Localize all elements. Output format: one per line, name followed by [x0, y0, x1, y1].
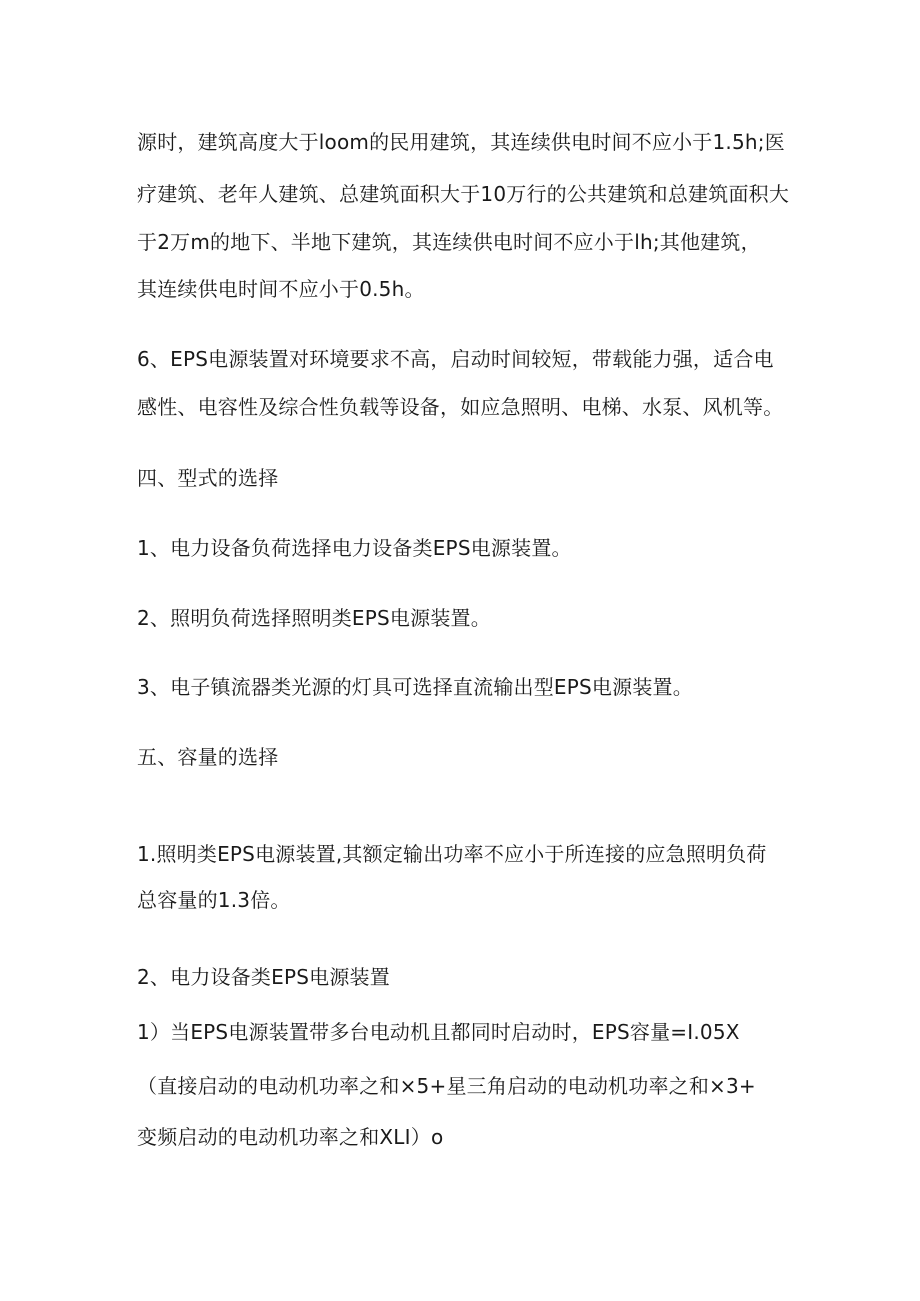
text-line-10: 3、电子镇流器类光源的灯具可选择直流输出型EPS电源装置。: [137, 675, 693, 699]
text-line-15: 1）当EPS电源装置带多台电动机且都同时启动时，EPS容量=I.05X: [137, 1020, 740, 1044]
text-line-14: 2、电力设备类EPS电源装置: [137, 965, 390, 989]
text-line-3: 于2万m的地下、半地下建筑，其连续供电时间不应小于lh;其他建筑，: [137, 230, 761, 254]
section-heading-5: 五、容量的选择: [137, 745, 279, 769]
text-line-8: 1、电力设备负荷选择电力设备类EPS电源装置。: [137, 536, 572, 560]
text-line-9: 2、照明负荷选择照明类EPS电源装置。: [137, 606, 491, 630]
text-line-4: 其连续供电时间不应小于0.5h。: [137, 277, 425, 301]
text-line-13: 总容量的1.3倍。: [137, 888, 291, 912]
text-line-12: 1.照明类EPS电源装置,其额定输出功率不应小于所连接的应急照明负荷: [137, 842, 767, 866]
text-line-1: 源时，建筑高度大于loom的民用建筑，其连续供电时间不应小于1.5h;医: [137, 130, 785, 154]
text-line-6: 感性、电容性及综合性负载等设备，如应急照明、电梯、水泵、风机等。: [137, 395, 784, 419]
text-line-2: 疗建筑、老年人建筑、总建筑面积大于10万行的公共建筑和总建筑面积大: [137, 182, 790, 206]
text-line-17: 变频启动的电动机功率之和XLI）o: [137, 1125, 444, 1149]
text-line-5: 6、EPS电源装置对环境要求不高，启动时间较短，带载能力强，适合电: [137, 347, 774, 371]
section-heading-4: 四、型式的选择: [137, 466, 279, 490]
text-line-16: （直接启动的电动机功率之和×5+星三角启动的电动机功率之和×3+: [137, 1074, 756, 1098]
